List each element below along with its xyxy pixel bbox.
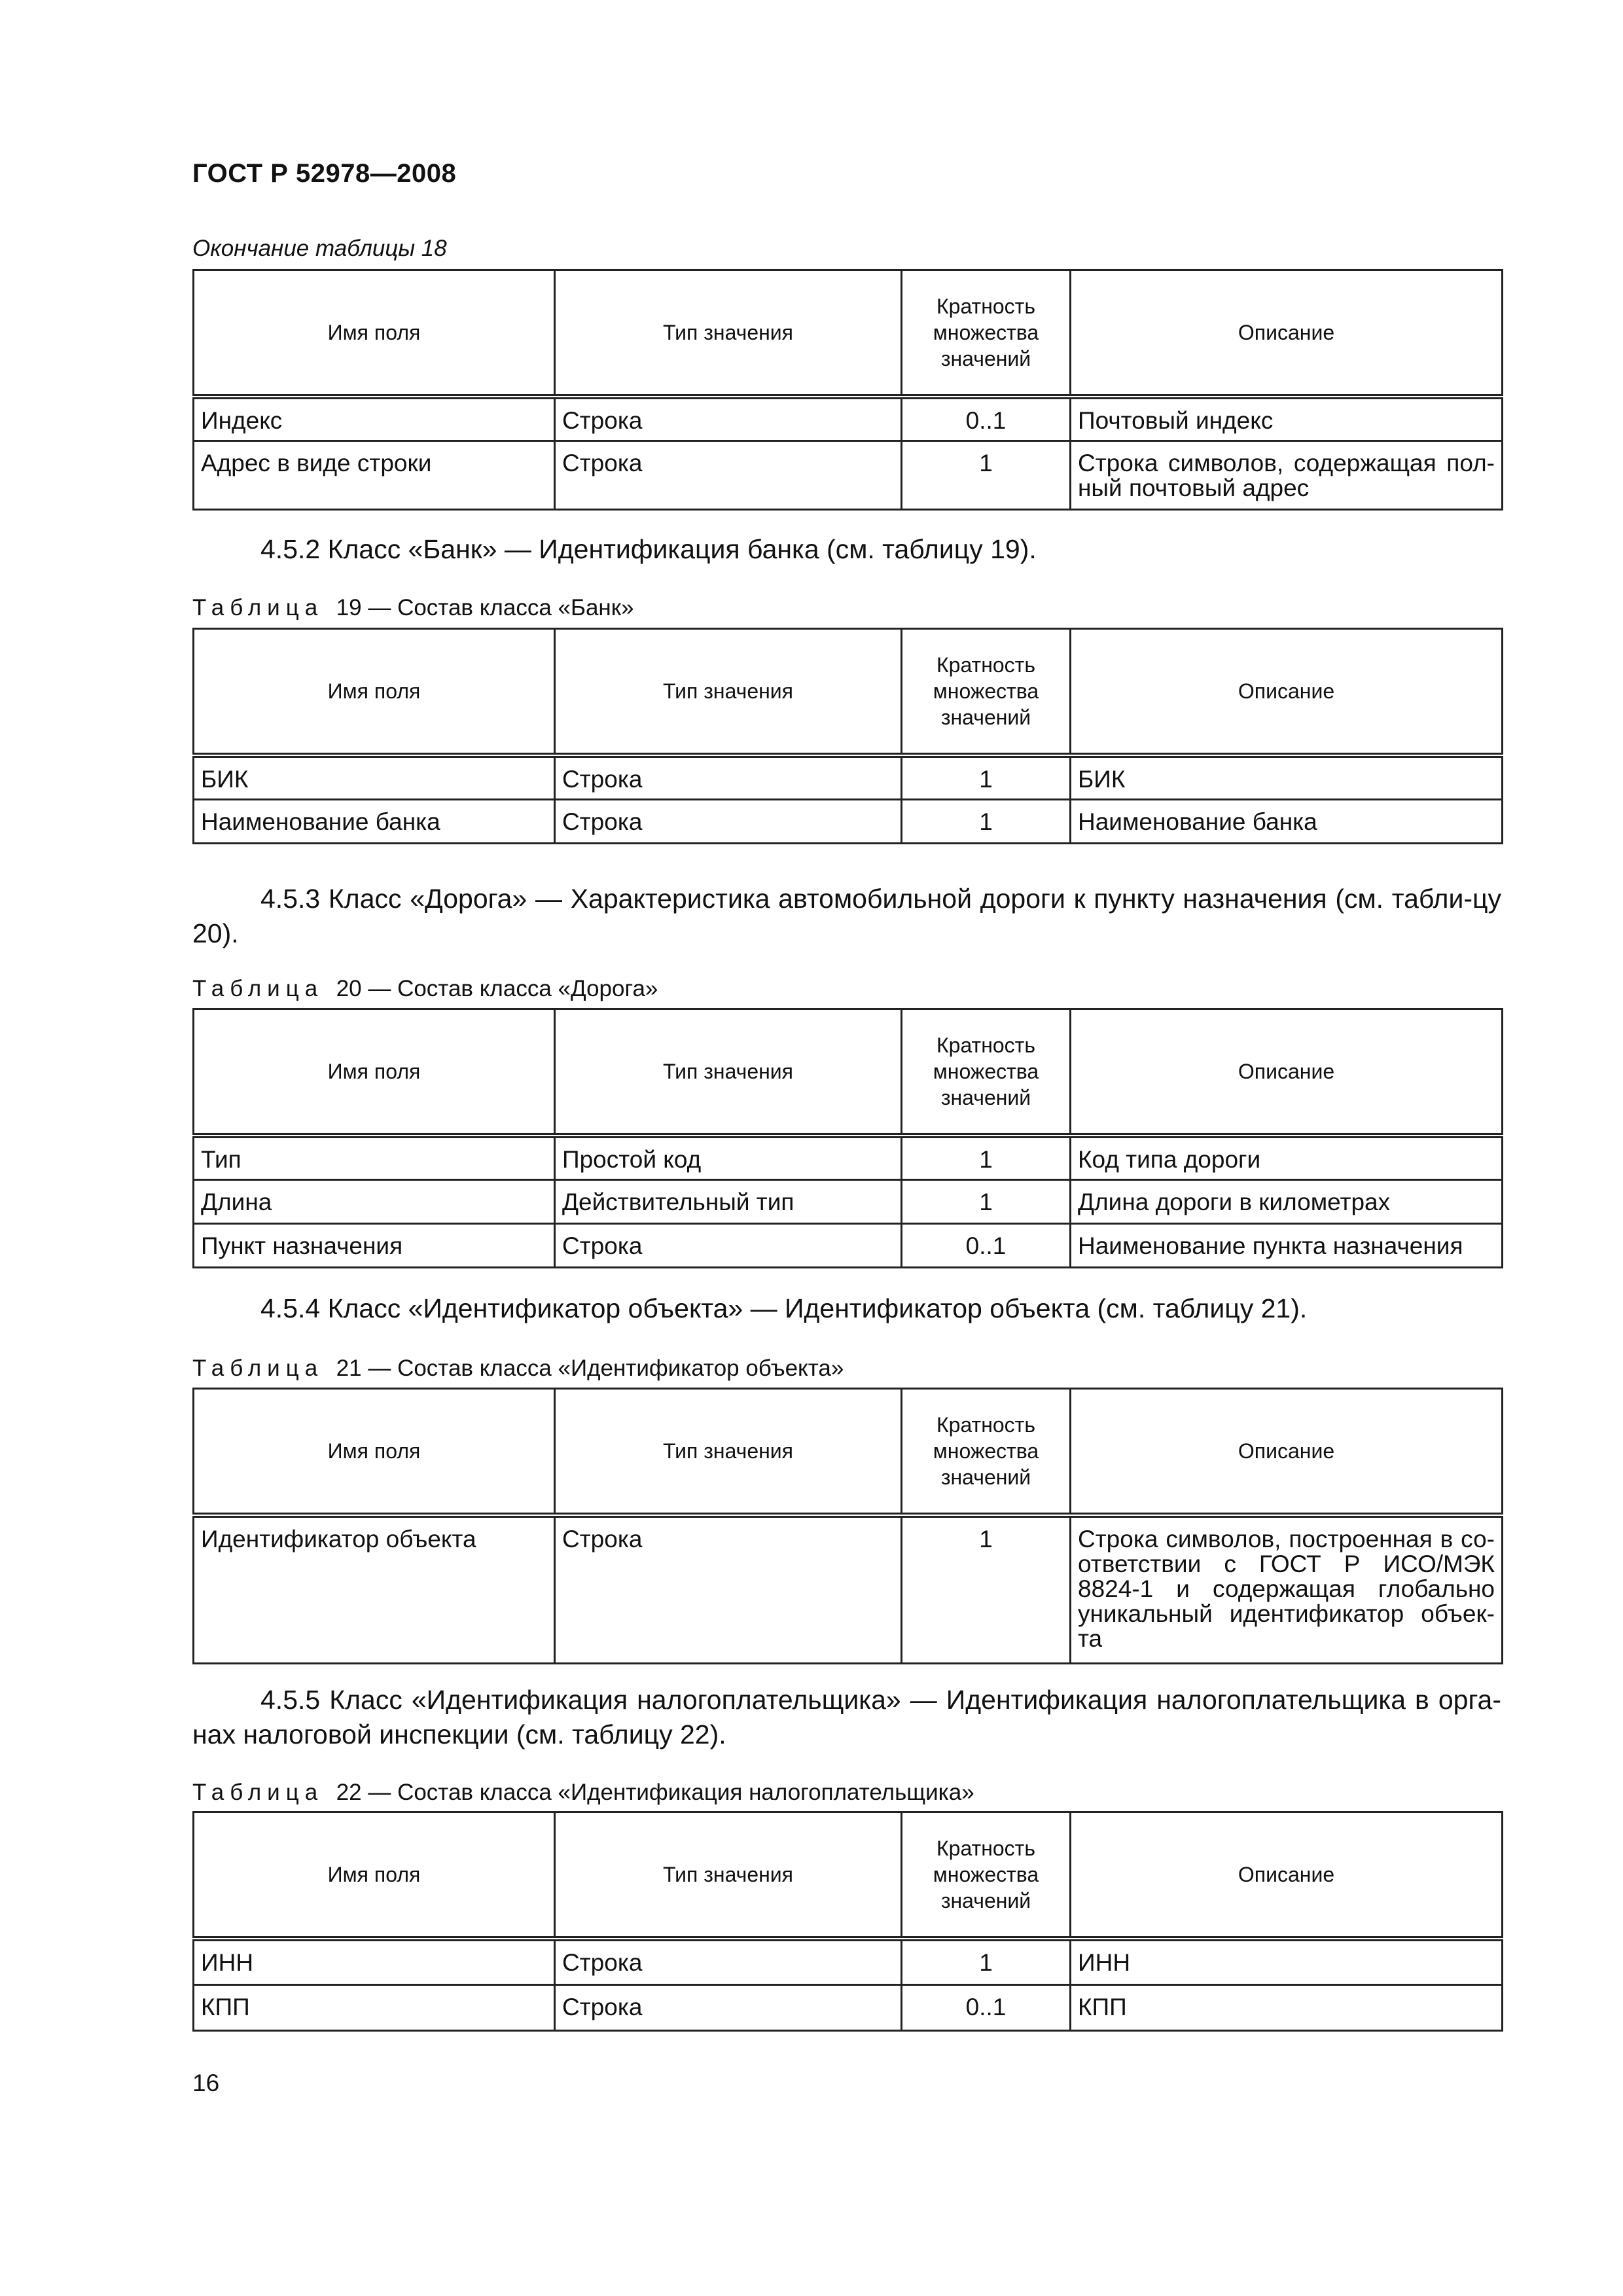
header-multiplicity-line: множества (933, 321, 1039, 344)
cell-description: Почтовый индекс (1071, 397, 1503, 440)
section-4-5-5-text: 4.5.5 Класс «Идентификация налогоплательщика» — Идентификация налогоплательщика в орга-нах налоговой инспекции (см. таблицу 22). (192, 1685, 1501, 1749)
cell-description: БИК (1071, 755, 1503, 799)
header-description: Описание (1071, 270, 1503, 397)
header-multiplicity-line: значений (940, 1465, 1031, 1489)
table-row (194, 1179, 1503, 1223)
cell-description: КПП (1071, 1984, 1503, 2030)
header-multiplicity-line: значений (940, 1086, 1031, 1109)
header-value-type: Тип значения (555, 1389, 902, 1516)
header-multiplicity-line: Кратность (936, 295, 1035, 318)
header-field-name: Имя поля (194, 1009, 555, 1136)
cell-field-name: Идентификатор объекта (194, 1515, 555, 1663)
table-caption-text: 21 — Состав класса «Идентификатор объекта» (336, 1355, 844, 1381)
header-description: Описание (1071, 1812, 1503, 1939)
header-multiplicity (902, 270, 1071, 397)
header-multiplicity-line: множества (933, 679, 1039, 703)
header-description: Описание (1071, 629, 1503, 756)
table-caption-label: Таблица (192, 1355, 324, 1381)
table-row (194, 1984, 1503, 2030)
header-multiplicity-line: значений (940, 347, 1031, 370)
table-header-row (194, 629, 1503, 756)
page-number: 16 (192, 2070, 220, 2096)
header-multiplicity-line: значений (940, 706, 1031, 729)
header-multiplicity-line: Кратность (936, 1837, 1035, 1860)
section-4-5-2-text: 4.5.2 Класс «Банк» — Идентификация банка (см. таблицу 19). (260, 534, 1037, 564)
cell-description: Код типа дороги (1071, 1136, 1503, 1179)
header-multiplicity (902, 1389, 1071, 1516)
header-multiplicity-line: множества (933, 1439, 1039, 1463)
header-field-name: Имя поля (194, 629, 555, 756)
table-row (194, 1939, 1503, 1984)
cell-field-name: БИК (194, 755, 555, 799)
cell-multiplicity: 1 (902, 755, 1071, 799)
section-4-5-3-text: 4.5.3 Класс «Дорога» — Характеристика автомобильной дороги к пункту назначения (см. табли-цу 20). (192, 884, 1501, 948)
table-21-caption (192, 1355, 844, 1382)
header-description: Описание (1071, 1389, 1503, 1516)
cell-multiplicity: 0..1 (902, 1223, 1071, 1267)
table-header-row (194, 1812, 1503, 1939)
cell-value-type: Строка (555, 440, 902, 509)
header-field-name: Имя поля (194, 1812, 555, 1939)
table-row (194, 755, 1503, 799)
cell-value-type: Строка (555, 397, 902, 440)
header-multiplicity-line: Кратность (936, 1413, 1035, 1437)
cell-multiplicity: 1 (902, 799, 1071, 843)
table-row (194, 1515, 1503, 1663)
cell-multiplicity: 1 (902, 1136, 1071, 1179)
cell-description: Наименование пункта назначения (1071, 1223, 1503, 1267)
table-20 (192, 1008, 1503, 1268)
header-multiplicity (902, 1812, 1071, 1939)
cell-field-name: Пункт назначения (194, 1223, 555, 1267)
header-multiplicity (902, 629, 1071, 756)
table-caption-label: Таблица (192, 1780, 324, 1805)
header-description: Описание (1071, 1009, 1503, 1136)
header-value-type: Тип значения (555, 270, 902, 397)
table-18-caption: Окончание таблицы 18 (192, 236, 447, 261)
header-field-name: Имя поля (194, 270, 555, 397)
section-4-5-4-text: 4.5.4 Класс «Идентификатор объекта» — Идентификатор объекта (см. таблицу 21). (260, 1293, 1308, 1323)
table-caption-text: 19 — Состав класса «Банк» (336, 595, 634, 620)
table-row (194, 1223, 1503, 1267)
header-multiplicity-line: множества (933, 1060, 1039, 1083)
cell-value-type: Строка (555, 1984, 902, 2030)
header-value-type: Тип значения (555, 1812, 902, 1939)
cell-multiplicity: 0..1 (902, 1984, 1071, 2030)
cell-field-name: Длина (194, 1179, 555, 1223)
table-caption-text: 20 — Состав класса «Дорога» (336, 976, 658, 1001)
section-4-5-4 (192, 1291, 1501, 1326)
cell-value-type: Простой код (555, 1136, 902, 1179)
table-18 (192, 269, 1503, 511)
cell-description: Наименование банка (1071, 799, 1503, 843)
table-22 (192, 1811, 1503, 2032)
section-4-5-3 (192, 882, 1501, 951)
table-header-row (194, 1389, 1503, 1516)
cell-value-type: Строка (555, 1223, 902, 1267)
header-multiplicity-line: значений (940, 1889, 1031, 1912)
table-20-caption (192, 976, 658, 1002)
cell-description: Строка символов, содержащая пол-ный почтовый адрес (1071, 440, 1503, 509)
header-multiplicity-line: Кратность (936, 1033, 1035, 1057)
table-19-caption (192, 595, 634, 621)
table-22-caption (192, 1780, 974, 1806)
header-multiplicity-line: Кратность (936, 653, 1035, 677)
cell-field-name: Индекс (194, 397, 555, 440)
header-field-name: Имя поля (194, 1389, 555, 1516)
cell-field-name: Наименование банка (194, 799, 555, 843)
cell-description: ИНН (1071, 1939, 1503, 1984)
cell-multiplicity: 1 (902, 440, 1071, 509)
cell-multiplicity: 1 (902, 1515, 1071, 1663)
table-19 (192, 628, 1503, 844)
cell-description: Строка символов, построенная в со-ответствии с ГОСТ Р ИСО/МЭК 8824-1 и содержащая глобально уникальный идентификатор объек-та (1071, 1515, 1503, 1663)
table-row (194, 1136, 1503, 1179)
header-value-type: Тип значения (555, 1009, 902, 1136)
table-row (194, 799, 1503, 843)
section-4-5-5 (192, 1683, 1501, 1752)
header-multiplicity (902, 1009, 1071, 1136)
section-4-5-2 (192, 532, 1501, 567)
cell-field-name: КПП (194, 1984, 555, 2030)
table-caption-label: Таблица (192, 976, 324, 1001)
document-code: ГОСТ Р 52978—2008 (192, 159, 457, 188)
cell-field-name: ИНН (194, 1939, 555, 1984)
cell-multiplicity: 1 (902, 1179, 1071, 1223)
cell-description: Длина дороги в километрах (1071, 1179, 1503, 1223)
header-value-type: Тип значения (555, 629, 902, 756)
table-header-row (194, 270, 1503, 397)
cell-multiplicity: 0..1 (902, 397, 1071, 440)
cell-value-type: Строка (555, 755, 902, 799)
header-multiplicity-line: множества (933, 1863, 1039, 1886)
table-caption-text: 22 — Состав класса «Идентификация налогоплательщика» (336, 1780, 974, 1805)
cell-multiplicity: 1 (902, 1939, 1071, 1984)
table-header-row (194, 1009, 1503, 1136)
table-row (194, 397, 1503, 440)
table-row (194, 440, 1503, 509)
cell-field-name: Тип (194, 1136, 555, 1179)
cell-value-type: Строка (555, 799, 902, 843)
cell-value-type: Строка (555, 1515, 902, 1663)
cell-field-name: Адрес в виде строки (194, 440, 555, 509)
cell-value-type: Строка (555, 1939, 902, 1984)
cell-value-type: Действительный тип (555, 1179, 902, 1223)
table-caption-label: Таблица (192, 595, 324, 620)
table-21 (192, 1388, 1503, 1664)
